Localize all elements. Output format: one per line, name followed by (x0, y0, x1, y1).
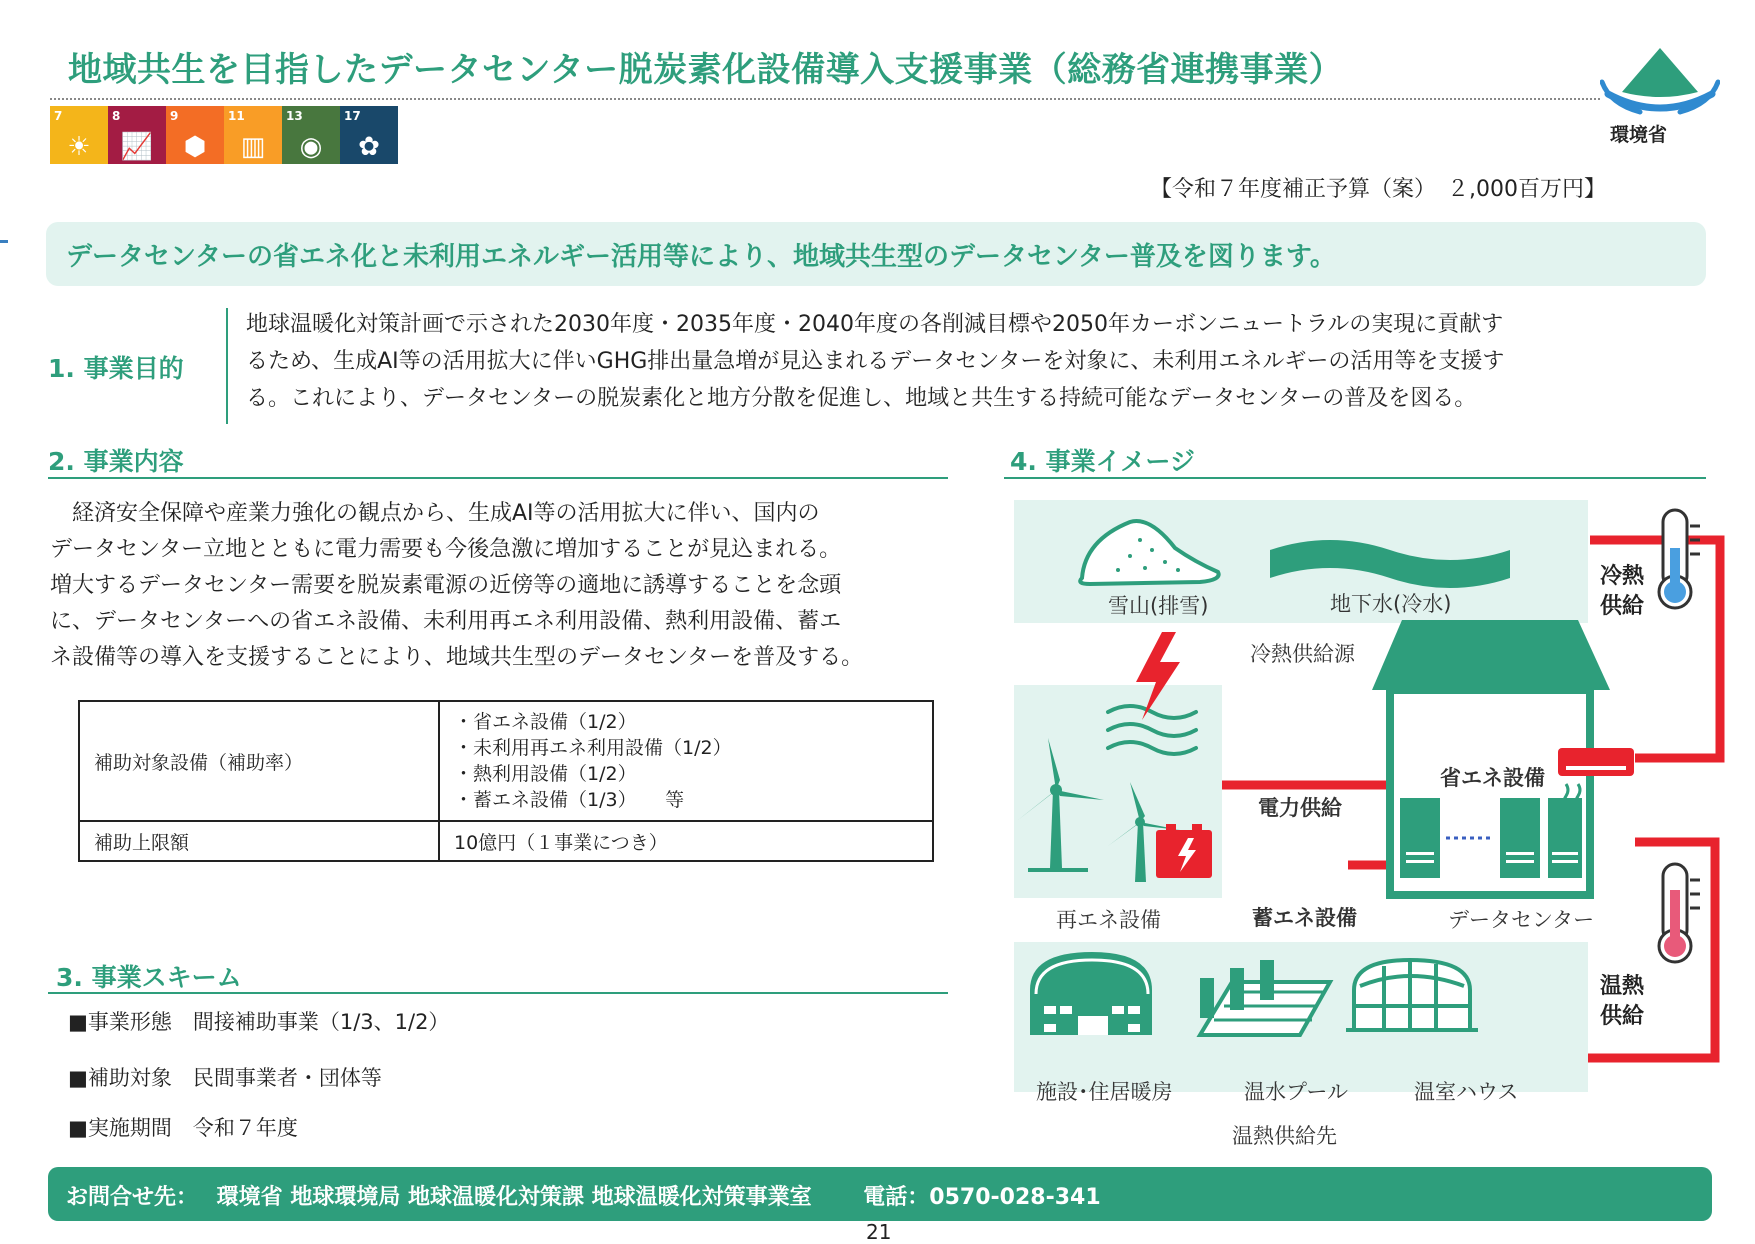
subsidy-table (78, 700, 934, 862)
heat-destination-label: 温熱供給先 (1232, 1124, 1337, 1148)
pool-label: 温水プール (1244, 1080, 1348, 1104)
scheme-type: ■事業形態 間接補助事業（1/3、1/2） (68, 1010, 450, 1034)
ministry-name: 環境省 (1610, 124, 1668, 146)
power-supply-label: 電力供給 (1258, 796, 1342, 820)
sdg-7-icon: 7 ☀ (50, 106, 108, 164)
section2-rule (48, 477, 948, 479)
sdg-17-icon: 17 ✿ (340, 106, 398, 164)
title-divider (50, 98, 1600, 100)
sdg-8-icon: 8 📈 (108, 106, 166, 164)
battery-icon (1156, 824, 1212, 878)
cold-source-label: 冷熱供給源 (1250, 642, 1355, 666)
groundwater-label: 地下水(冷水) (1330, 592, 1452, 616)
scheme-target: ■補助対象 民間事業者・団体等 (68, 1066, 382, 1090)
sdg-9-icon: 9 ⬢ (166, 106, 224, 164)
snow-mountain-label: 雪山(排雪) (1108, 594, 1209, 618)
section4-heading: 4. 事業イメージ (1010, 447, 1195, 476)
cold-supply-label: 冷熱 供給 (1600, 564, 1645, 619)
summary-text: データセンターの省エネ化と未利用エネルギー活用等により、地域共生型のデータセンター普及を図ります。 (66, 242, 1336, 272)
hot-thermometer-icon (1659, 864, 1700, 962)
energy-saving-label: 省エネ設備 (1440, 766, 1545, 790)
page-number: 21 (866, 1220, 892, 1244)
section1-heading: 1. 事業目的 (48, 354, 184, 383)
section2-heading: 2. 事業内容 (48, 447, 184, 476)
facility-icon (1030, 952, 1152, 1035)
subsidy-cap-label: 補助上限額 (79, 821, 439, 861)
contact-text: お問合せ先： 環境省 地球環境局 地球温暖化対策課 地球温暖化対策事業室 電話：0570-028-341 (66, 1185, 1101, 1210)
sdg-11-icon: 11 ▥ (224, 106, 282, 164)
section3-heading: 3. 事業スキーム (56, 963, 242, 992)
page-title: 地域共生を目指したデータセンター脱炭素化設備導入支援事業（総務省連携事業） (68, 50, 1344, 90)
subsidy-equipment-label: 補助対象設備（補助率） (79, 701, 439, 821)
edge-marker (0, 240, 8, 243)
section2-body: 経済安全保障や産業力強化の観点から、生成AI等の活用拡大に伴い、国内の データセンター立地とともに電力需要も今後急激に増加することが見込まれる。 増大するデータセンター需要を脱炭素電源の近傍等の適地に誘導することを念頭 に、データセンターへの省エネ設備、未利用再エネ利用設備、熱利用設備、蓄エ ネ設備等の導入を支援することにより、地域共生型のデータセンターを普及する。 (50, 501, 864, 670)
sdgs-icons (50, 106, 398, 164)
ministry-logo (1600, 42, 1720, 126)
facility-label: 施設･住居暖房 (1036, 1080, 1173, 1104)
section4-rule (1004, 477, 1706, 479)
cold-thermometer-icon (1659, 510, 1700, 608)
section1-body: 地球温暖化対策計画で示された2030年度・2035年度・2040年度の各削減目標や2050年カーボンニュートラルの実現に貢献す るため、生成AI等の活用拡大に伴いGHG排出量急増が見込まれるデータセンターを対象に、未利用エネルギーの活用等を支援す る。これにより、データセンターの脱炭素化と地方分散を促進し、地域と共生する持続可能なデータセンターの普及を図る。 (246, 312, 1505, 411)
greenhouse-icon (1346, 960, 1478, 1030)
subsidy-equipment-list: ・省エネ設備（1/2） ・未利用再エネ利用設備（1/2） ・熱利用設備（1/2） ・蓄エネ設備（1/3） 等 (439, 701, 933, 821)
greenhouse-label: 温室ハウス (1414, 1080, 1519, 1104)
section1-divider (226, 308, 228, 424)
heat-supply-label: 温熱 供給 (1600, 974, 1645, 1029)
renewable-label: 再エネ設備 (1056, 908, 1161, 932)
storage-label: 蓄エネ設備 (1252, 906, 1357, 930)
datacenter-label: データセンター (1448, 908, 1595, 932)
sdg-13-icon: 13 ◉ (282, 106, 340, 164)
budget-label: 【令和７年度補正予算（案） ２,000百万円】 (1150, 177, 1606, 202)
subsidy-cap-value: 10億円（１事業につき） (439, 821, 933, 861)
scheme-period: ■実施期間 令和７年度 (68, 1116, 298, 1140)
section3-rule (48, 992, 948, 994)
